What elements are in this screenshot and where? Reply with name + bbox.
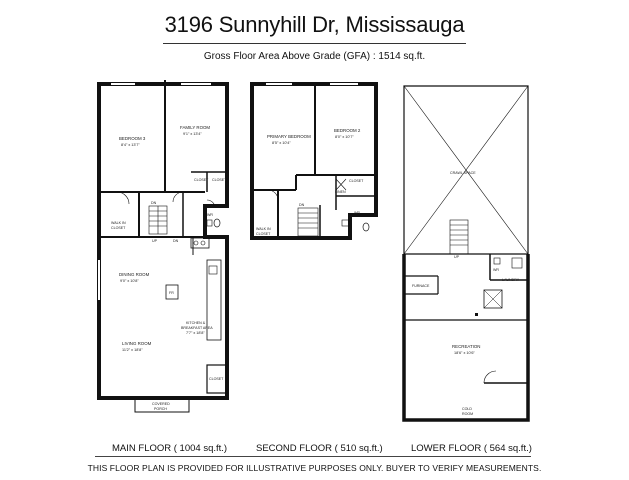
living-room-label: LIVING ROOM bbox=[122, 341, 152, 346]
lower-floor-plan bbox=[400, 80, 535, 425]
stair-dn-label: DN bbox=[299, 203, 305, 207]
stair-up-label: UP bbox=[152, 239, 157, 243]
stair-up-label: UP bbox=[454, 255, 459, 259]
closet2-label: CLOSET bbox=[212, 178, 227, 182]
bedroom2-label: BEDROOM 2 bbox=[334, 128, 361, 133]
main-floor-plan bbox=[95, 80, 235, 415]
family-room-label: FAMILY ROOM bbox=[180, 125, 211, 130]
fridge-label: FR bbox=[169, 291, 174, 295]
kitchen-dim: 7'7" x 18'8" bbox=[186, 331, 205, 335]
stair-dn-label: DN bbox=[151, 201, 157, 205]
bedroom3-label: BEDROOM 3 bbox=[119, 136, 146, 141]
second-floor-label: SECOND FLOOR ( 510 sq.ft.) bbox=[256, 443, 383, 454]
stair-dn2-label: DN bbox=[173, 239, 179, 243]
bedroom3-dim: 8'4" x 13'7" bbox=[121, 143, 140, 147]
walkin-label: WALK IN bbox=[256, 227, 271, 231]
wr-label: WR bbox=[354, 211, 360, 215]
linen-label: LINEN bbox=[335, 190, 346, 194]
recreation-label: RECREATION bbox=[452, 344, 481, 349]
walkin-label-2: CLOSET bbox=[111, 226, 126, 230]
walkin-label: WALK IN bbox=[111, 221, 126, 225]
kitchen-label: KITCHEN & bbox=[186, 321, 206, 325]
page-title: 3196 Sunnyhill Dr, Mississauga bbox=[164, 12, 465, 37]
wr-label: WR bbox=[207, 213, 213, 217]
cold-room-label-2: ROOM bbox=[462, 412, 474, 416]
porch-label: COVERED bbox=[152, 402, 170, 406]
walkin-label-2: CLOSET bbox=[256, 232, 271, 236]
dining-room-dim: 9'0" x 10'8" bbox=[120, 279, 139, 283]
bedroom2-dim: 8'0" x 10'7" bbox=[335, 135, 354, 139]
closet3-label: CLOSET bbox=[209, 377, 224, 381]
porch-label-2: PORCH bbox=[154, 407, 167, 411]
family-room-dim: 9'1" x 13'4" bbox=[183, 132, 202, 136]
primary-bedroom-dim: 8'5" x 10'4" bbox=[272, 141, 291, 145]
main-floor-label: MAIN FLOOR ( 1004 sq.ft.) bbox=[112, 443, 228, 454]
recreation-dim: 18'6" x 10'6" bbox=[454, 351, 475, 355]
title-divider bbox=[163, 43, 466, 44]
gfa-subtitle: Gross Floor Area Above Grade (GFA) : 1514 sq.ft. bbox=[203, 51, 426, 62]
cold-room-label: COLD bbox=[462, 407, 472, 411]
closet1-label: CLOSET bbox=[194, 178, 209, 182]
second-floor-plan bbox=[248, 80, 378, 245]
wr-label: WR bbox=[493, 268, 499, 272]
laundry-label: LAUNDRY bbox=[502, 278, 520, 282]
crawl-space-label: CRAWL SPACE bbox=[450, 171, 476, 175]
disclaimer: THIS FLOOR PLAN IS PROVIDED FOR ILLUSTRATIVE PURPOSES ONLY. BUYER TO VERIFY MEASUREMENTS. bbox=[87, 463, 542, 473]
primary-bedroom-label: PRIMARY BEDROOM bbox=[267, 134, 311, 139]
living-room-dim: 11'2" x 18'8" bbox=[122, 348, 143, 352]
furnace-label: FURNACE bbox=[412, 284, 430, 288]
kitchen-label-2: BREAKFAST AREA bbox=[181, 326, 213, 330]
dining-room-label: DINING ROOM bbox=[119, 272, 150, 277]
support-post bbox=[475, 313, 478, 316]
footer-divider bbox=[95, 456, 531, 457]
closet-label: CLOSET bbox=[349, 179, 364, 183]
lower-floor-label: LOWER FLOOR ( 564 sq.ft.) bbox=[411, 443, 532, 454]
